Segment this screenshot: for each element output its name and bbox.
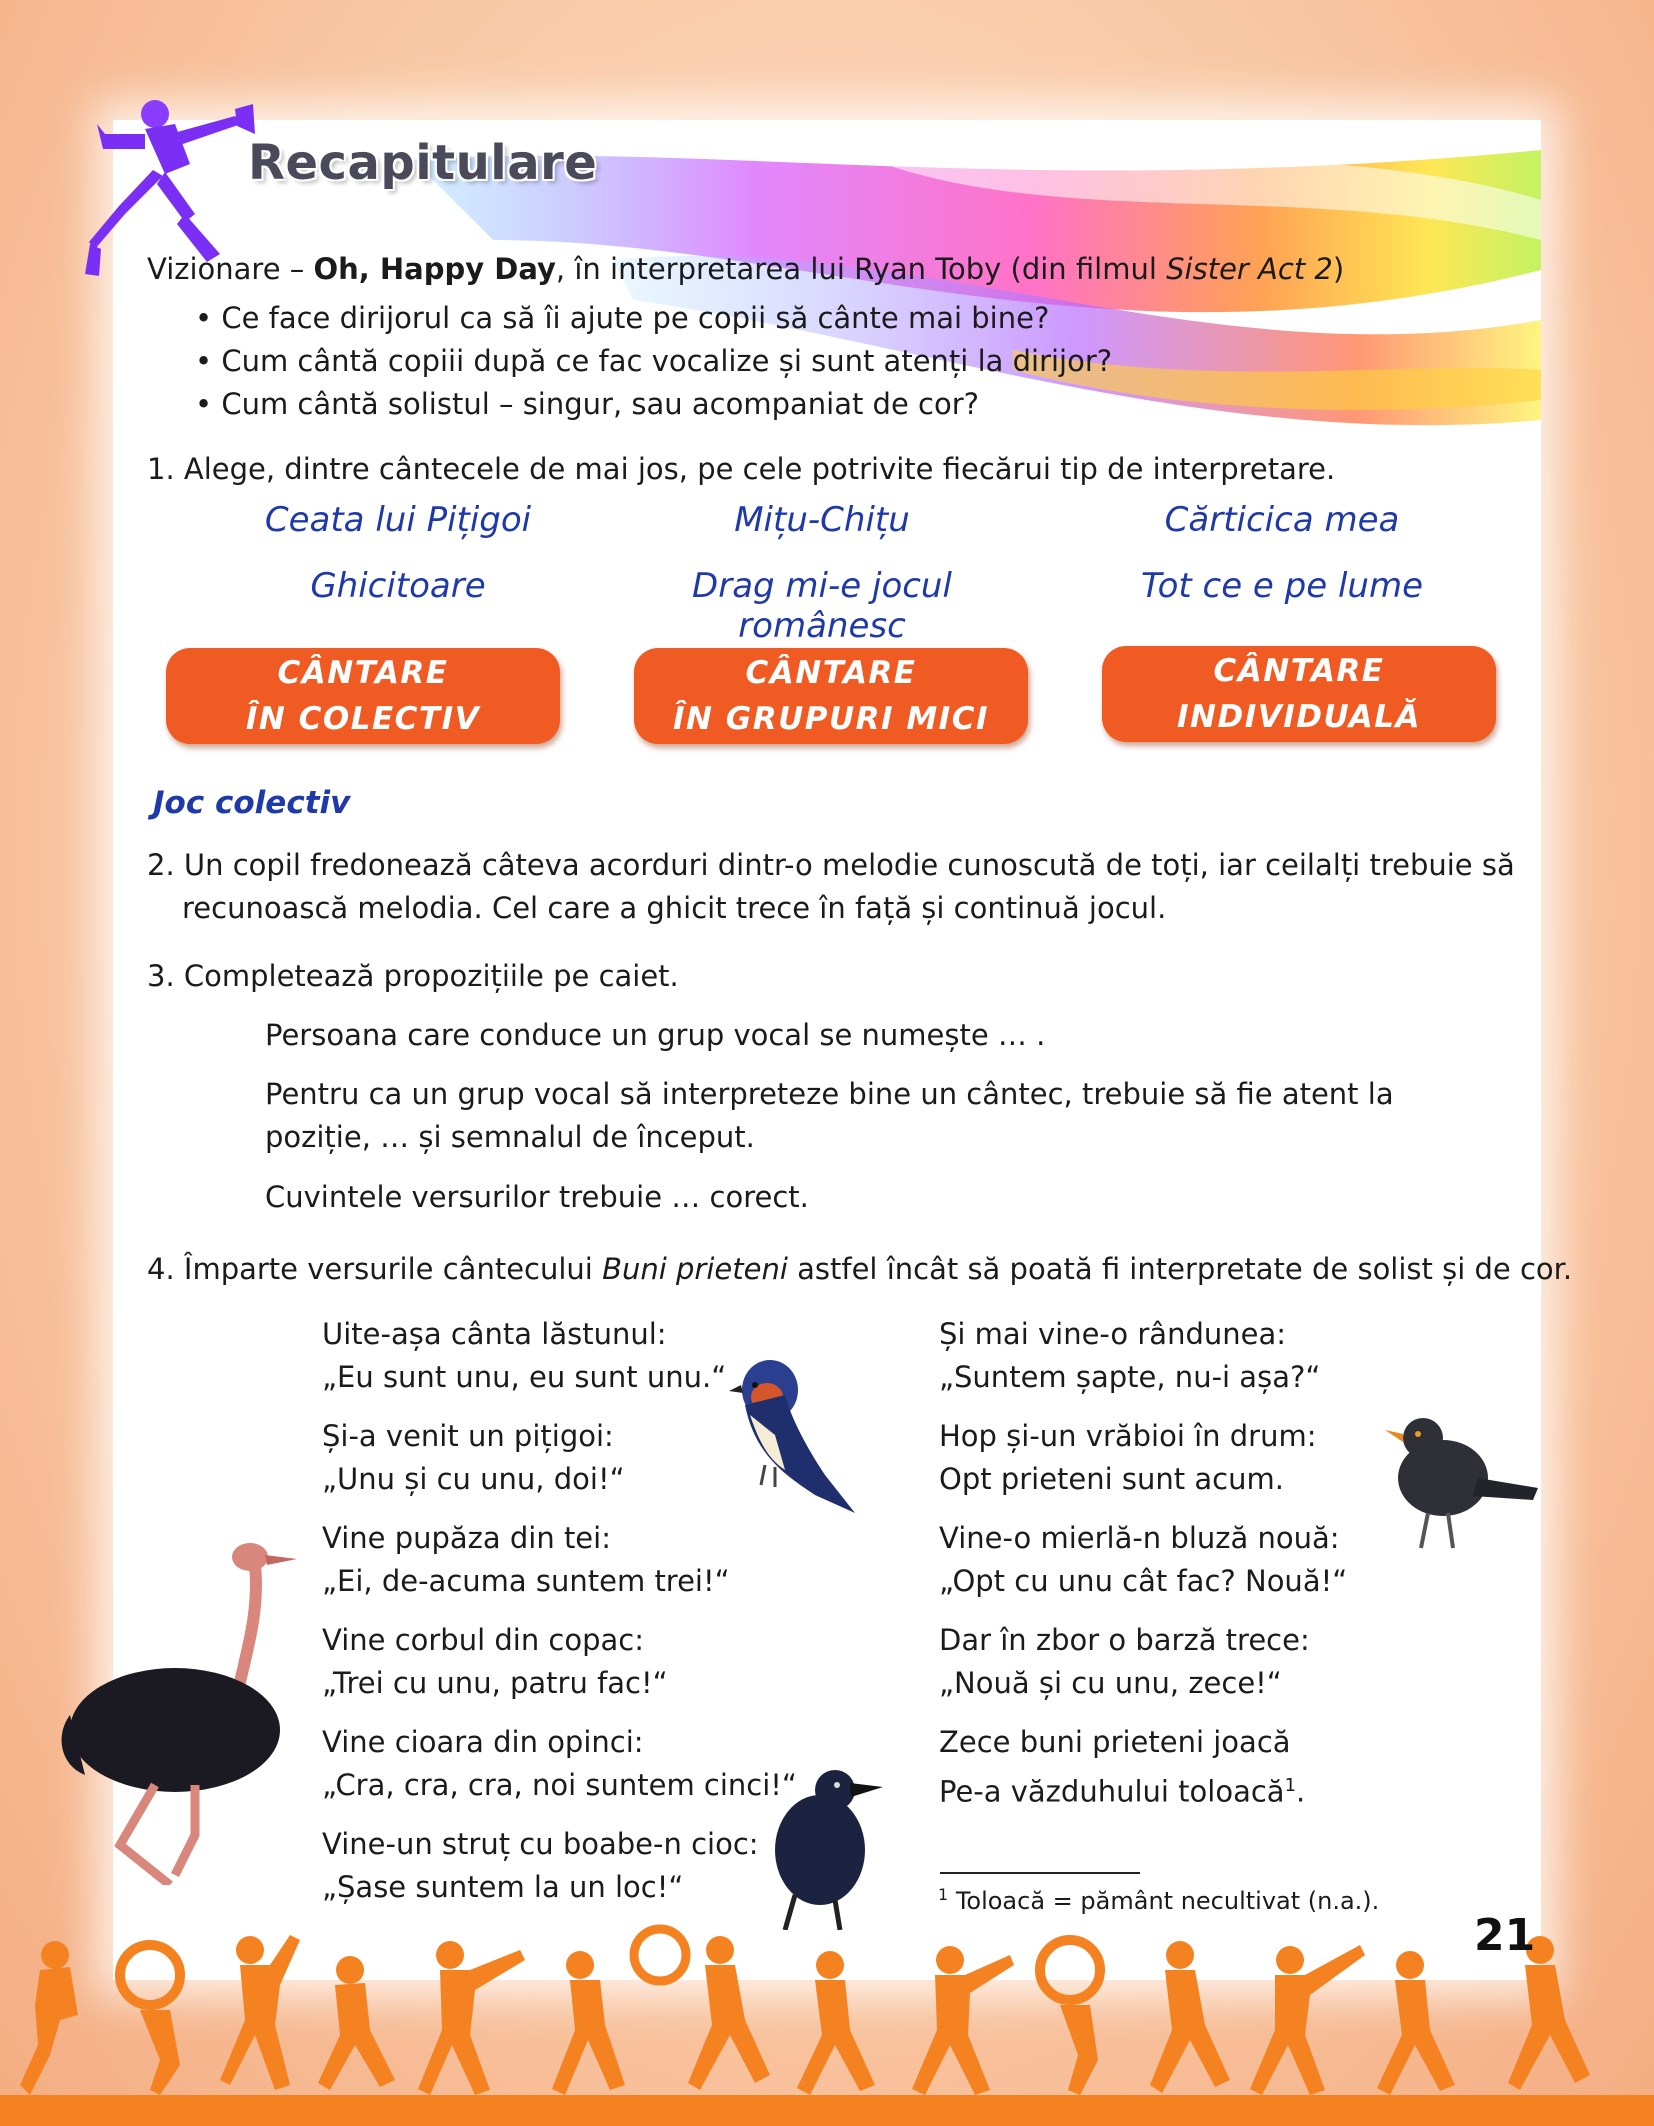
- verse-line: „Nouă și cu unu, zece!“: [939, 1666, 1282, 1700]
- swallow-icon: [725, 1345, 860, 1515]
- verse-line: Vine cioara din opinci:: [322, 1725, 644, 1759]
- verse-line: Hop și-un vrăbioi în drum:: [939, 1419, 1317, 1453]
- list-item: • Cum cântă copiii după ce fac vocalize și sunt atenți la dirijor?: [195, 340, 1112, 383]
- exercise-4-suffix: astfel încât să poată fi interpretate de solist și de cor.: [787, 1252, 1573, 1286]
- intro-song: Oh, Happy Day: [313, 252, 556, 286]
- exercise-1-text: 1. Alege, dintre cântecele de mai jos, pe cele potrivite fiecărui tip de interpretare.: [147, 452, 1336, 486]
- exercise-4-song: Buni prieteni: [602, 1252, 788, 1286]
- exercise-4-prefix: 4. Împarte versurile cântecului: [147, 1252, 603, 1286]
- fill-sentence-1: Persoana care conduce un grup vocal se numește … .: [265, 1018, 1046, 1052]
- fill-sentence-2-line-2: poziție, … și semnalul de început.: [265, 1120, 755, 1154]
- verse-line: Vine pupăza din tei:: [322, 1521, 611, 1555]
- category-individual-label: [1102, 646, 1496, 742]
- fill-sentence-3: Cuvintele versurilor trebuie … corect.: [265, 1180, 809, 1214]
- song-option: Ghicitoare: [310, 566, 486, 606]
- category-line: INDIVIDUALĂ: [1176, 699, 1422, 735]
- verse-line: „Suntem șapte, nu-i așa?“: [939, 1360, 1321, 1394]
- page-title: Recapitulare: [248, 135, 598, 191]
- verse-line: „Eu sunt unu, eu sunt unu.“: [322, 1360, 727, 1394]
- list-item: • Ce face dirijorul ca să îi ajute pe copii să cânte mai bine?: [195, 297, 1112, 340]
- verse-line: Zece buni prieteni joacă: [939, 1725, 1291, 1759]
- verse-line: Dar în zbor o barză trece:: [939, 1623, 1310, 1657]
- footnote-divider: [940, 1872, 1140, 1874]
- blackbird-icon: [1383, 1408, 1538, 1558]
- verse-end: .: [1296, 1774, 1306, 1809]
- verse-line: Vine corbul din copac:: [322, 1623, 645, 1657]
- footnote-text: Toloacă = pământ necultivat (n.a.).: [948, 1887, 1380, 1915]
- game-title: Joc colectiv: [153, 785, 351, 821]
- question-list: [195, 297, 1112, 426]
- song-option: Ceata lui Pițigoi: [264, 500, 532, 540]
- intro-middle: , în interpretarea lui Ryan Toby (din filmul: [555, 252, 1167, 286]
- verse-line: Și-a venit un pițigoi:: [322, 1419, 614, 1453]
- category-line: ÎN COLECTIV: [245, 701, 481, 737]
- category-small-groups-label: [634, 648, 1028, 744]
- intro-prefix: Vizionare –: [147, 252, 314, 286]
- verse-line: „Unu și cu unu, doi!“: [322, 1462, 625, 1496]
- song-option: Cărticica mea: [1164, 500, 1400, 540]
- verse-line: Vine-un struț cu boabe-n cioc:: [322, 1827, 759, 1861]
- verse-line: „Ei, de-acuma suntem trei!“: [322, 1564, 730, 1598]
- song-option: Tot ce e pe lume: [1141, 566, 1423, 606]
- category-line: CÂNTARE: [277, 655, 449, 691]
- verse-line: Și mai vine-o rândunea:: [939, 1317, 1287, 1351]
- page-number: 21: [1474, 1910, 1536, 1961]
- intro-line: [147, 248, 1344, 291]
- verse-text: Pe-a văzduhului toloacă: [939, 1774, 1285, 1809]
- verse-line: „Trei cu unu, patru fac!“: [322, 1666, 668, 1700]
- verse-line: „Cra, cra, cra, noi suntem cinci!“: [322, 1768, 797, 1802]
- exercise-2-line-1: 2. Un copil fredonează câteva acorduri dintr-o melodie cunoscută de toți, iar ceilalți trebuie să: [147, 848, 1515, 882]
- marching-band-border-decoration: [0, 1895, 1654, 2126]
- verse-line-final: [939, 1764, 1305, 1814]
- intro-film: Sister Act 2: [1166, 252, 1333, 286]
- verse-line: „Opt cu unu cât fac? Nouă!“: [939, 1564, 1348, 1598]
- category-collective-label: [166, 648, 560, 744]
- verse-line: Opt prieteni sunt acum.: [939, 1462, 1284, 1496]
- exercise-4-text: [147, 1248, 1572, 1291]
- fill-sentence-2-line-1: Pentru ca un grup vocal să interpreteze bine un cântec, trebuie să fie atent la: [265, 1077, 1394, 1111]
- verse-line: Uite-așa cânta lăstunul:: [322, 1317, 667, 1351]
- ostrich-icon: [45, 1535, 310, 1885]
- verse-line: „Șase suntem la un loc!“: [322, 1870, 684, 1904]
- footnote-mark: 1: [938, 1885, 949, 1904]
- category-line: ÎN GRUPURI MICI: [672, 701, 990, 737]
- running-child-trumpet-icon: [85, 94, 260, 284]
- exercise-2-line-2: recunoască melodia. Cel care a ghicit trece în față și continuă jocul.: [182, 891, 1167, 925]
- song-option: Mițu-Chițu: [734, 500, 910, 540]
- category-line: CÂNTARE: [745, 655, 917, 691]
- footnote-marker: 1: [1284, 1775, 1297, 1796]
- category-line: CÂNTARE: [1213, 653, 1385, 689]
- song-option: Drag mi-e jocul românesc: [692, 566, 952, 646]
- list-item: • Cum cântă solistul – singur, sau acompaniat de cor?: [195, 383, 1112, 426]
- intro-suffix: ): [1332, 252, 1345, 286]
- exercise-3-text: 3. Completează propozițiile pe caiet.: [147, 959, 679, 993]
- verse-line: Vine-o mierlă-n bluză nouă:: [939, 1521, 1340, 1555]
